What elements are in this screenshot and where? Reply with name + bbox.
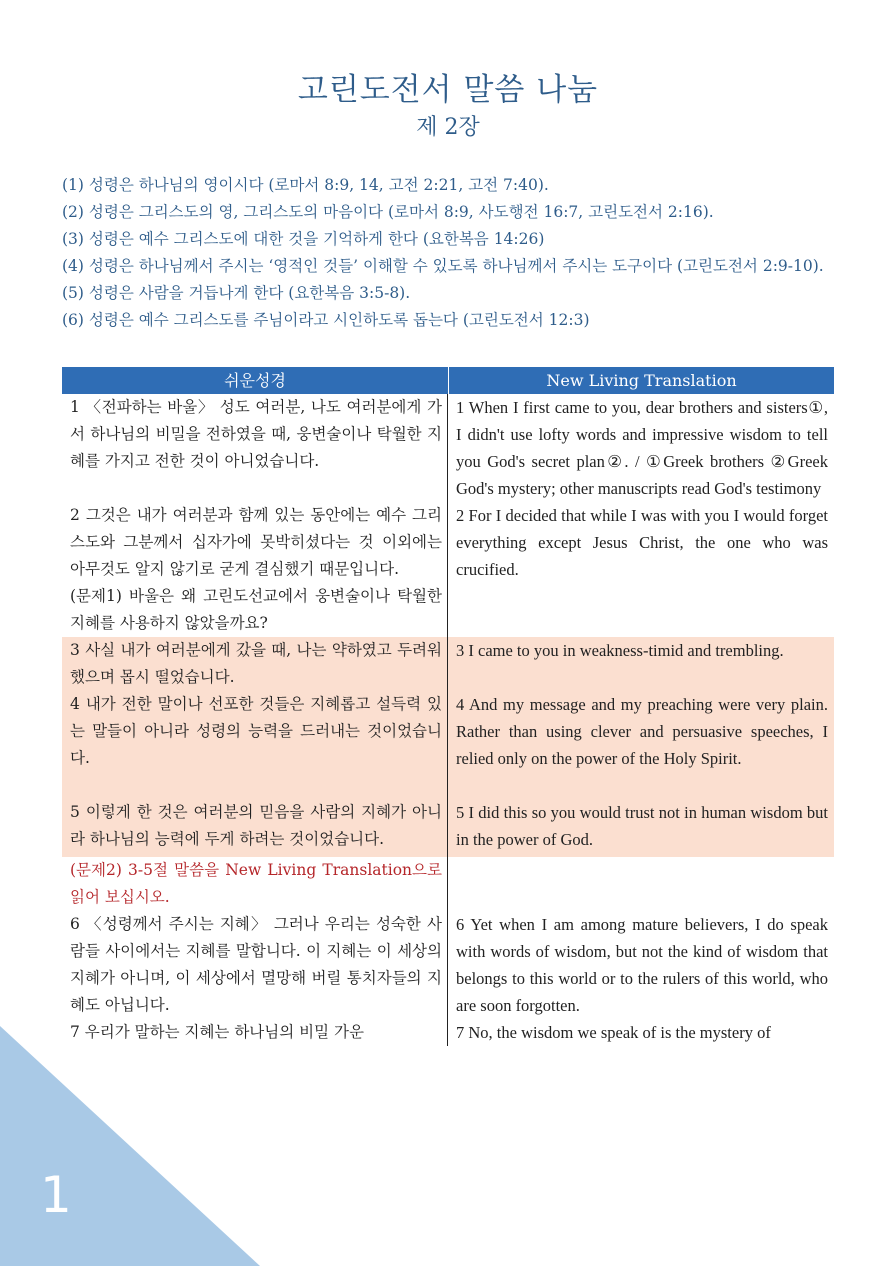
point-item: (2) 성령은 그리스도의 영, 그리스도의 마음이다 (로마서 8:9, 사도행전 16:7, 고린도전서 2:16). <box>62 203 714 221</box>
verse-english: 5 I did this so you would trust not in human wisdom but in the power of God. <box>448 799 834 857</box>
header-nlt: New Living Translation <box>449 367 834 394</box>
table-row <box>62 394 834 502</box>
table-row <box>62 911 834 1019</box>
verse-english: 2 For I decided that while I was with you I would forget everything except Jesus Christ, the one who was crucified. <box>456 506 828 579</box>
verse-english: 7 No, the wisdom we speak of is the mystery of <box>456 1023 771 1042</box>
verse-english <box>448 857 834 911</box>
verse-english: 6 Yet when I am among mature believers, I do speak with words of wisdom, but not the kind of wisdom that belongs to this world or to the rulers of this world, who are soon forgotten. <box>456 915 828 1015</box>
table-row <box>62 1019 834 1046</box>
table-row <box>62 691 834 799</box>
verse-korean: 7 우리가 말하는 지혜는 하나님의 비밀 가운 <box>62 1019 448 1046</box>
verse-text: 2 그것은 내가 여러분과 함께 있는 동안에는 예수 그리스도와 그분께서 십자가에 못박히셨다는 것 이외에는 아무것도 알지 않기로 굳게 결심했기 때문입니다. <box>70 506 442 578</box>
point-item: (3) 성령은 예수 그리스도에 대한 것을 기억하게 한다 (요한복음 14:26) <box>62 230 545 248</box>
point-item: (1) 성령은 하나님의 영이시다 (로마서 8:9, 14, 고전 2:21, 고전 7:40). <box>62 176 549 194</box>
table-row <box>62 857 834 911</box>
holy-spirit-points <box>62 172 836 334</box>
verse-english: 3 I came to you in weakness-timid and trembling. <box>448 637 834 691</box>
page-title: 고린도전서 말씀 나눔 <box>297 72 599 108</box>
verse-text: 1 〈전파하는 바울〉 성도 여러분, 나도 여러분에게 가서 하나님의 비밀을 전하였을 때, 웅변술이나 탁월한 지혜를 가지고 전한 것이 아니었습니다. <box>70 398 442 470</box>
bible-comparison-table <box>62 367 834 1046</box>
table-row <box>62 799 834 857</box>
header-korean: 쉬운성경 <box>62 367 449 394</box>
table-row <box>62 502 834 637</box>
verse-korean <box>62 502 448 637</box>
question-1: (문제1) 바울은 왜 고린도선교에서 웅변술이나 탁월한 지혜를 사용하지 않았을까요? <box>70 587 442 632</box>
verse-korean: 3 사실 내가 여러분에게 갔을 때, 나는 약하였고 두려워했으며 몹시 떨었습니다. <box>62 637 448 691</box>
table-row <box>62 637 834 691</box>
verse-korean <box>62 394 448 502</box>
verse-text: 4 내가 전한 말이나 선포한 것들은 지혜롭고 설득력 있는 말들이 아니라 성령의 능력을 드러내는 것이었습니다. <box>70 695 442 767</box>
verse-english: 1 When I first came to you, dear brothers and sisters①, I didn't use lofty words and impressive wisdom to tell you God's secret plan②. / ①Greek brothers ②Greek God's mystery; other manuscripts read God's testimony <box>456 398 828 498</box>
page-number: 1 <box>40 1166 72 1224</box>
point-item: (4) 성령은 하나님께서 주시는 ‘영적인 것들’ 이해할 수 있도록 하나님께서 주시는 도구이다 (고린도전서 2:9-10). <box>62 257 824 275</box>
verse-korean: 5 이렇게 한 것은 여러분의 믿음을 사람의 지혜가 아니라 하나님의 능력에 두게 하려는 것이었습니다. <box>62 799 448 857</box>
question-2: (문제2) 3-5절 말씀을 New Living Translation으로 읽어 보십시오. <box>62 857 448 911</box>
table-header <box>62 367 834 394</box>
corner-decoration <box>0 1026 260 1266</box>
point-item: (6) 성령은 예수 그리스도를 주님이라고 시인하도록 돕는다 (고린도전서 12:3) <box>62 311 590 329</box>
verse-english: 4 And my message and my preaching were very plain. Rather than using clever and persuasive speeches, I relied only on the power of the Holy Spirit. <box>448 691 834 799</box>
point-item: (5) 성령은 사람을 거듭나게 한다 (요한복음 3:5-8). <box>62 284 411 302</box>
chapter-subtitle: 제 2장 <box>416 115 480 140</box>
verse-korean: 6 〈성령께서 주시는 지혜〉 그러나 우리는 성숙한 사람들 사이에서는 지혜를 말합니다. 이 지혜는 이 세상의 지혜가 아니며, 이 세상에서 멸망해 버릴 통치자들의 지혜도 아닙니다. <box>62 911 448 1019</box>
verse-korean <box>62 691 448 799</box>
